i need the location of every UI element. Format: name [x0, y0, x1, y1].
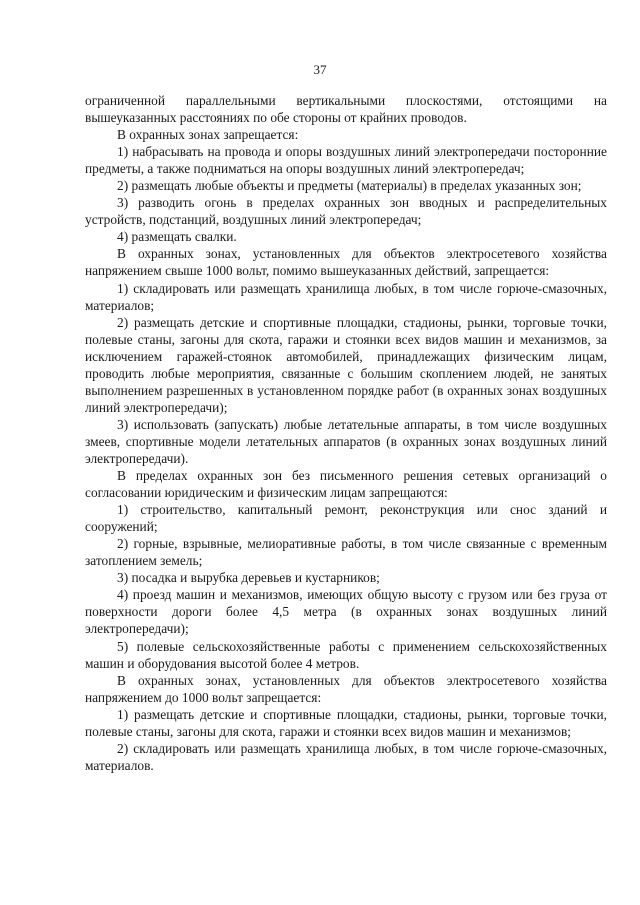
paragraph: 1) строительство, капитальный ремонт, реконструкция или снос зданий и сооружений; [85, 502, 607, 535]
paragraph: 1) набрасывать на провода и опоры воздушных линий электропередачи посторонние предметы, а также подниматься на опоры воздушных линий электропередач; [85, 144, 607, 177]
paragraph: 1) размещать детские и спортивные площадки, стадионы, рынки, торговые точки, полевые станы, загоны для скота, гаражи и стоянки всех видов машин и механизмов; [85, 706, 607, 739]
paragraph: В пределах охранных зон без письменного решения сетевых организаций о согласовании юридическим и физическим лицам запрещаются: [85, 468, 607, 501]
paragraph: 3) разводить огонь в пределах охранных зон вводных и распределительных устройств, подстанций, воздушных линий электропередач; [85, 195, 607, 228]
paragraph: 2) размещать детские и спортивные площадки, стадионы, рынки, торговые точки, полевые станы, загоны для скота, гаражи и стоянки всех видов машин и механизмов, за исключением гаражей-стоянок автомобилей, принадлежащих физическим лицам, проводить любые мероприятия, связанные с большим скоплением людей, не занятых выполнением разрешенных в установленном порядке работ (в охранных зонах воздушных линий электропередачи); [85, 314, 607, 415]
paragraph: 2) размещать любые объекты и предметы (материалы) в пределах указанных зон; [117, 178, 582, 194]
paragraph: 5) полевые сельскохозяйственные работы с применением сельскохозяйственных машин и оборудования высотой более 4 метров. [85, 638, 607, 671]
paragraph: 4) размещать свалки. [117, 229, 237, 245]
paragraph: 1) складировать или размещать хранилища любых, в том числе горюче-смазочных, материалов; [85, 280, 607, 313]
paragraph: ограниченной параллельными вертикальными плоскостями, отстоящими на вышеуказанных расстояниях по обе стороны от крайних проводов. [85, 93, 607, 126]
paragraph: 3) посадка и вырубка деревьев и кустарников; [117, 570, 380, 586]
paragraph: 4) проезд машин и механизмов, имеющих общую высоту с грузом или без груза от поверхности дороги более 4,5 метра (в охранных зонах воздушных линий электропередачи); [85, 587, 607, 637]
paragraph: 2) складировать или размещать хранилища любых, в том числе горюче-смазочных, материалов. [85, 740, 607, 773]
paragraph: В охранных зонах, установленных для объектов электросетевого хозяйства напряжением до 1000 вольт запрещается: [85, 672, 607, 705]
paragraph: В охранных зонах, установленных для объектов электросетевого хозяйства напряжением свыше 1000 вольт, помимо вышеуказанных действий, запрещается: [85, 246, 607, 279]
paragraph: 3) использовать (запускать) любые летательные аппараты, в том числе воздушных змеев, спортивные модели летательных аппаратов (в охранных зонах воздушных линий электропередачи). [85, 416, 607, 466]
page-number: 37 [313, 62, 327, 77]
paragraph: В охранных зонах запрещается: [117, 127, 299, 143]
paragraph: 2) горные, взрывные, мелиоративные работы, в том числе связанные с временным затоплением земель; [85, 536, 607, 569]
document-body [85, 92, 607, 774]
